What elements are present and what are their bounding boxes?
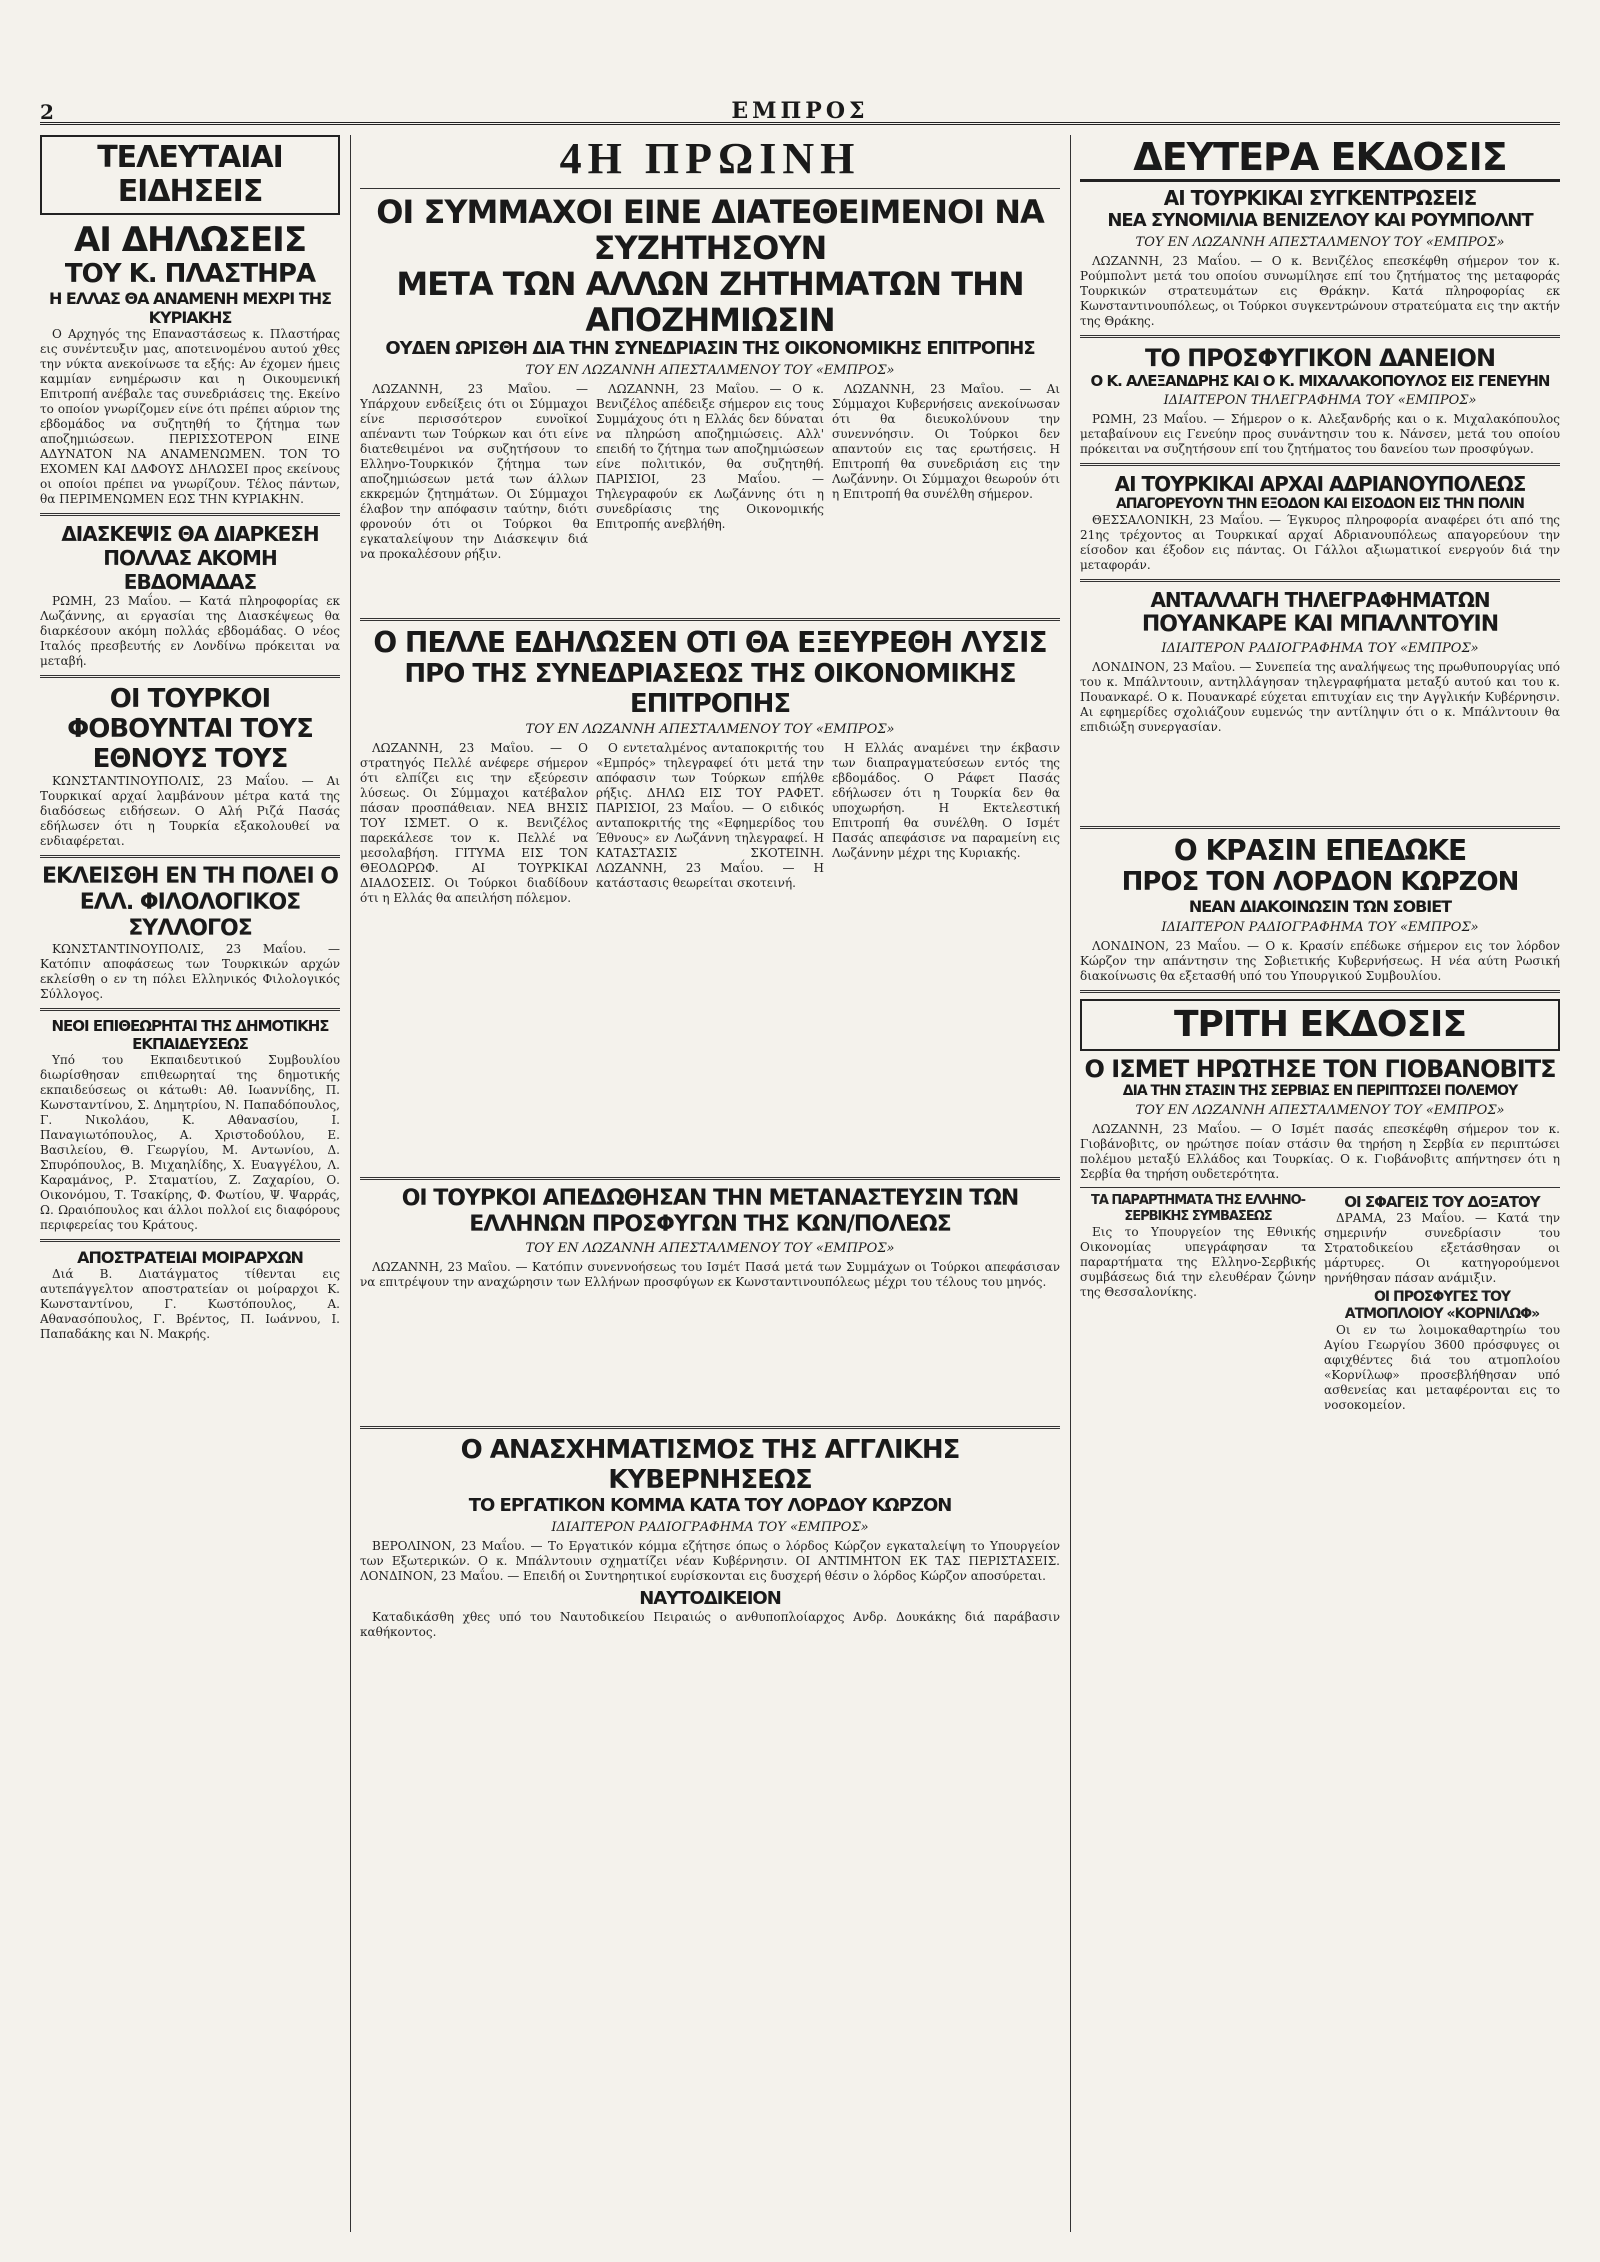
left-headline-5: ΟΙ ΤΟΥΡΚΟΙ ΦΟΒΟΥΝΤΑΙ ΤΟΥΣ ΕΘΝΟΥΣ ΤΟΥΣ xyxy=(67,684,313,774)
divider xyxy=(360,188,1060,189)
left-column xyxy=(40,135,340,2232)
right-article-3: ΘΕΣΣΑΛΟΝΙΚΗ, 23 Μαΐου. — Έγκυρος πληροφορία αναφέρει ότι από της 21ης τρέχοντος αι Τουρκικαί αρχαί Αδριανουπόλεως απαγορεύουν την είσοδον και έξοδον εις πάντας. Οι Γάλλοι αξιωματικοί ενεργούν διά την μεταφοράν. xyxy=(1080,513,1560,572)
divider xyxy=(40,513,340,516)
left-article-4: ΚΩΝΣΤΑΝΤΙΝΟΥΠΟΛΙΣ, 23 Μαΐου. — Κατόπιν αποφάσεως των Τουρκικών αρχών εκλείσθη ο εν τη πόλει Ελληνικός Φιλολογικός Σύλλογος. xyxy=(40,942,340,1001)
left-article-1: Ο Αρχηγός της Επαναστάσεως κ. Πλαστήρας εις συνέντευξιν μας, αποτεινομένου αυτού χθες την νύκτα ανεκοίνωσε τα εξής: Αν έχομεν ήμεις καμμίαν ενημέρωσιν και η Οικουμενική Επιτροπή ανέβαλε τας συνεδριάσεις της. Εκείνο το οποίον γνωρίζομεν είνε ότι πρέπει αύριον της εβδομάδος να συζητηθή το ζήτημα των αποζημιώσεων. ΠΕΡΙΣΣΟΤΕΡΟΝ ΕΙΝΕ ΑΔΥΝΑΤΟΝ ΝΑ ΑΝΑΜΕΝΩΜΕΝ. ΤΟΝ ΤΟ ΕΧΟΜΕΝ ΚΑΙ ΔΑΦΟΥΣ ΔΗΛΩΣΕΙ προς εκείνους οι οποίοι πρέπει να γνωρίζουν. Τέλος πάντων, θα ΠΕΡΙΜΕΝΩΜΕΝ ΕΩΣ ΤΗΝ ΚΥΡΙΑΚΗΝ. xyxy=(40,327,340,506)
right-headline-2: ΝΕΑ ΣΥΝΟΜΙΛΙΑ ΒΕΝΙΖΕΛΟΥ ΚΑΙ ΡΟΥΜΠΟΛΝΤ xyxy=(1107,210,1533,231)
divider xyxy=(1080,1187,1560,1188)
left-article-2: ΡΩΜΗ, 23 Μαΐου. — Κατά πληροφορίας εκ Λωζάννης, αι εργασίαι της Διασκέψεως θα διαρκέσουν ακόμη πολλάς εβδομάδας. Ο νέος Ιταλός πρεσβευτής εν Λονδίνω πρόκειται να μεταβή. xyxy=(40,594,340,668)
center-article-3: ΛΩΖΑΝΝΗ, 23 Μαΐου. — Κατόπιν συνεννοήσεως του Ισμέτ Πασά μετά των Συμμάχων οι Τούρκοι απεφάσισαν να επιτρέψουν την αναχώρησιν των Ελλήνων προσφύγων εκ Κωνσταντινουπόλεως μέχρι του τέλους του μηνός. xyxy=(360,1260,1060,1289)
left-headline-1: ΑΙ ΔΗΛΩΣΕΙΣ xyxy=(73,220,307,260)
divider xyxy=(40,675,340,678)
center-byline-4: ΙΔΙΑΙΤΕΡΟΝ ΡΑΔΙΟΓΡΑΦΗΜΑ ΤΟΥ «ΕΜΠΡΟΣ» xyxy=(551,1520,869,1535)
center-headline-3: ΟΥΔΕΝ ΩΡΙΣΘΗ ΔΙΑ ΤΗΝ ΣΥΝΕΔΡΙΑΣΙΝ ΤΗΣ ΟΙΚΟΝΟΜΙΚΗΣ ΕΠΙΤΡΟΠΗΣ xyxy=(385,338,1035,359)
left-headline-2: ΤΟΥ Κ. ΠΛΑΣΤΗΡΑ xyxy=(64,259,316,289)
divider xyxy=(1080,579,1560,582)
right-headline-7: ΑΝΤΑΛΛΑΓΗ ΤΗΛΕΓΡΑΦΗΜΑΤΩΝ xyxy=(1150,588,1490,612)
right-headline-16: ΟΙ ΠΡΟΣΦΥΓΕΣ ΤΟΥ ΑΤΜΟΠΛΟΙΟΥ «ΚΟΡΝΙΛΩΦ» xyxy=(1344,1289,1540,1322)
right-section-title-2: ΤΡΙΤΗ ΕΚΔΟΣΙΣ xyxy=(1080,999,1560,1051)
right-headline-6: ΑΠΑΓΟΡΕΥΟΥΝ ΤΗΝ ΕΞΟΔΟΝ ΚΑΙ ΕΙΣΟΔΟΝ ΕΙΣ ΤΗΝ ΠΟΛΙΝ xyxy=(1115,496,1525,512)
masthead xyxy=(40,100,1560,125)
left-headline-6: ΕΚΛΕΙΣΘΗ ΕΝ ΤΗ ΠΟΛΕΙ Ο ΕΛΛ. ΦΙΛΟΛΟΓΙΚΟΣ ΣΥΛΛΟΓΟΣ xyxy=(41,864,338,941)
center-headline-5: ΠΡΟ ΤΗΣ ΣΥΝΕΔΡΙΑΣΕΩΣ ΤΗΣ ΟΙΚΟΝΟΜΙΚΗΣ ΕΠΙΤΡΟΠΗΣ xyxy=(404,659,1016,719)
page-number: 2 xyxy=(40,100,54,124)
right-byline-5: ΤΟΥ ΕΝ ΛΩΖΑΝΝΗ ΑΠΕΣΤΑΛΜΕΝΟΥ ΤΟΥ «ΕΜΠΡΟΣ» xyxy=(1135,1103,1505,1118)
center-headline-9: ΝΑΥΤΟΔΙΚΕΙΟΝ xyxy=(639,1588,781,1609)
right-headline-11: ΝΕΑΝ ΔΙΑΚΟΙΝΩΣΙΝ ΤΩΝ ΣΟΒΙΕΤ xyxy=(1188,897,1452,916)
center-headline-6: ΟΙ ΤΟΥΡΚΟΙ ΑΠΕΔΩΘΗΣΑΝ ΤΗΝ ΜΕΤΑΝΑΣΤΕΥΣΙΝ ΤΩΝ ΕΛΛΗΝΩΝ ΠΡΟΣΦΥΓΩΝ ΤΗΣ ΚΩΝ/ΠΟΛΕΩΣ xyxy=(401,1186,1019,1237)
right-headline-12: Ο ΙΣΜΕΤ ΗΡΩΤΗΣΕ ΤΟΝ ΓΙΟΒΑΝΟΒΙΤΣ xyxy=(1084,1055,1556,1083)
left-article-6: Διά Β. Διατάγματος τίθενται εις αυτεπάγγελτον αποστρατείαν οι μοίραρχοι Κ. Κωνσταντίνου, Γ. Κωστόπουλος, Α. Αθανασόπουλος, Γ. Βρέντος, Π. Ιωάννου, Ι. Παπαδάκης και Ν. Μακρής. xyxy=(40,1267,340,1341)
left-article-5: Υπό του Εκπαιδευτικού Συμβουλίου διωρίσθησαν επιθεωρηταί της δημοτικής εκπαιδεύσεως οι κάτωθι: Αθ. Ιωαννίδης, Π. Κωνσταντίνου, Σ. Δημητρίου, Ν. Παπαδόπουλος, Γ. Νικολάου, Κ. Αθανασίου, Ι. Παναγιωτόπουλος, Α. Χριστοδούλου, Ε. Βασιλείου, Θ. Γεωργίου, Μ. Αντωνίου, Δ. Σπυρόπουλος, Β. Μιχαηλίδης, Χ. Ευαγγέλου, Λ. Καραμάνος, Ρ. Σταματίου, Ζ. Ζαχαρίου, Ο. Οικονόμου, Τ. Τσακίρης, Φ. Φωτίου, Ψ. Ψαρράς, Ω. Ωραιόπουλος και άλλοι πολλοί εις διαφόρους περιφερείας του Κράτους. xyxy=(40,1053,340,1232)
center-byline-1: ΤΟΥ ΕΝ ΛΩΖΑΝΝΗ ΑΠΕΣΤΑΛΜΕΝΟΥ ΤΟΥ «ΕΜΠΡΟΣ» xyxy=(525,363,895,378)
right-article-2: ΡΩΜΗ, 23 Μαΐου. — Σήμερον ο κ. Αλεξανδρής και ο κ. Μιχαλακόπουλος μεταβαίνουν εις Γενεύην προς συνάντησιν του κ. Νάνσεν, μετά του οποίου πρόκειται να συζητήσουν επί του ζητήματος του δανείου των προσφύγων. xyxy=(1080,412,1560,456)
right-headline-13: ΔΙΑ ΤΗΝ ΣΤΑΣΙΝ ΤΗΣ ΣΕΡΒΙΑΣ ΕΝ ΠΕΡΙΠΤΩΣΕΙ ΠΟΛΕΜΟΥ xyxy=(1122,1083,1518,1099)
center-section-title: 4Η ΠΡΩΙΝΗ xyxy=(559,135,861,183)
divider xyxy=(40,855,340,858)
divider xyxy=(1080,990,1560,993)
center-headline-1: ΟΙ ΣΥΜΜΑΧΟΙ ΕΙΝΕ ΔΙΑΤΕΘΕΙΜΕΝΟΙ ΝΑ ΣΥΖΗΤΗΣΟΥΝ xyxy=(376,193,1044,267)
left-article-3: ΚΩΝΣΤΑΝΤΙΝΟΥΠΟΛΙΣ, 23 Μαΐου. — Αι Τουρκικαί αρχαί λαμβάνουν μέτρα κατά της διαδόσεως ειδήσεων. Ο Αλή Ριζά Πασάς εδήλωσεν ότι η Τουρκία εξακολουθεί να ενδιαφέρεται. xyxy=(40,774,340,848)
center-headline-7: Ο ΑΝΑΣΧΗΜΑΤΙΣΜΟΣ ΤΗΣ ΑΓΓΛΙΚΗΣ ΚΥΒΕΡΝΗΣΕΩΣ xyxy=(460,1435,960,1495)
right-article-8: ΔΡΑΜΑ, 23 Μαΐου. — Κατά την σημερινήν συνεδρίασιν του Στρατοδικείου εξετάσθησαν οι μάρτυρες. Οι κατηγορούμενοι ηρνήθησαν πάσαν ανάμιξιν. xyxy=(1324,1211,1560,1285)
divider xyxy=(360,1177,1060,1180)
right-article-7: Εις το Υπουργείον της Εθνικής Οικονομίας υπεγράφησαν τα παραρτήματα της Ελληνο-Σερβικής συμβάσεως διά την ελευθέραν ζώνην της Θεσσαλονίκης. xyxy=(1080,1225,1316,1299)
right-headline-3: ΤΟ ΠΡΟΣΦΥΓΙΚΟΝ ΔΑΝΕΙΟΝ xyxy=(1144,344,1496,372)
right-headline-5: ΑΙ ΤΟΥΡΚΙΚΑΙ ΑΡΧΑΙ ΑΔΡΙΑΝΟΥΠΟΛΕΩΣ xyxy=(1114,472,1526,496)
left-headline-3: Η ΕΛΛΑΣ ΘΑ ΑΝΑΜΕΝΗ ΜΕΧΡΙ ΤΗΣ ΚΥΡΙΑΚΗΣ xyxy=(48,289,332,327)
right-byline-1: ΤΟΥ ΕΝ ΛΩΖΑΝΝΗ ΑΠΕΣΤΑΛΜΕΝΟΥ ΤΟΥ «ΕΜΠΡΟΣ» xyxy=(1135,235,1505,250)
right-section-title: ΔΕΥΤΕΡΑ ΕΚΔΟΣΙΣ xyxy=(1080,135,1560,182)
divider xyxy=(1080,826,1560,829)
left-headline-8: ΑΠΟΣΤΡΑΤΕΙΑΙ ΜΟΙΡΑΡΧΩΝ xyxy=(77,1248,303,1267)
right-article-4: ΛΟΝΔΙΝΟΝ, 23 Μαΐου. — Συνεπεία της αναλήψεως της πρωθυπουργίας υπό του κ. Μπάλντουιν, αντηλλάγησαν τηλεγραφήματα μεταξύ αυτού και του κ. Πουανκαρέ. Ο κ. Πουανκαρέ εύχεται επιτυχίαν εις την Αγγλικήν Κυβέρνησιν. Αι εφημερίδες σχολιάζουν ευμενώς την αντίληψιν ότι ο κ. Μπάλντουιν θα επιδιώξη συνεργασίαν. xyxy=(1080,660,1560,734)
divider xyxy=(1080,463,1560,466)
divider xyxy=(360,618,1060,621)
right-byline-3: ΙΔΙΑΙΤΕΡΟΝ ΡΑΔΙΟΓΡΑΦΗΜΑ ΤΟΥ «ΕΜΠΡΟΣ» xyxy=(1161,641,1479,656)
right-headline-1: ΑΙ ΤΟΥΡΚΙΚΑΙ ΣΥΓΚΕΝΤΡΩΣΕΙΣ xyxy=(1163,186,1477,210)
center-column xyxy=(360,135,1060,2232)
right-headline-4: Ο Κ. ΑΛΕΞΑΝΔΡΗΣ ΚΑΙ Ο Κ. ΜΙΧΑΛΑΚΟΠΟΥΛΟΣ ΕΙΣ ΓΕΝΕΥΗΝ xyxy=(1090,372,1550,390)
right-headline-14: ΤΑ ΠΑΡΑΡΤΗΜΑΤΑ ΤΗΣ ΕΛΛΗΝΟ-ΣΕΡΒΙΚΗΣ ΣΥΜΒΑΣΕΩΣ xyxy=(1090,1193,1306,1224)
column-rule xyxy=(1070,135,1071,2232)
center-article-2: ΛΩΖΑΝΝΗ, 23 Μαΐου. — Ο στρατηγός Πελλέ ανέφερε σήμερον ότι ελπίζει εις την εξεύρεσιν λύσεως. Οι Σύμμαχοι κατέβαλον πάσαν προσπάθειαν. ΝΕΑ ΒΗΣΙΣ ΤΟΥ ΙΣΜΕΤ. Ο κ. Βενιζέλος παρεκάλεσε τον κ. Πελλέ να μεσολαβήση. ΓΙΤΥΜΑ ΕΙΣ ΤΟΝ ΘΕΟΔΩΡΩΦ. ΑΙ ΤΟΥΡΚΙΚΑΙ ΔΙΑΔΟΣΕΙΣ. Οι Τούρκοι διαδίδουν ότι η Ελλάς θα απειλήση πόλεμον. Ο εντεταλμένος ανταποκριτής του «Εμπρός» τηλεγραφεί ότι μετά την απόφασιν των Τούρκων επήλθε ρήξις. ΔΗΛΩ ΕΙΣ ΤΟΥ ΡΑΦΕΤ. ΠΑΡΙΣΙΟΙ, 23 Μαΐου. — Ο ειδικός ανταποκριτής της «Εφημερίδος του Έθνους» εν Λωζάννη τηλεγραφεί. Η ΚΑΤΑΣΤΑΣΙΣ ΣΚΟΤΕΙΝΗ. ΛΩΖΑΝΝΗ, 23 Μαΐου. — Η κατάστασις θεωρείται σκοτεινή. Η Ελλάς αναμένει την έκβασιν των διαπραγματεύσεων εντός της εβδομάδος. Ο Ράφετ Πασάς εδήλωσεν ότι η Τουρκία δεν θα υποχωρήση. Η Εκτελεστική Επιτροπή θα συνέλθη. Ο Ισμέτ Πασάς απεφάσισε να παραμείνη εις Λωζάννην μέχρι της Κυριακής. xyxy=(360,741,1060,905)
right-column xyxy=(1080,135,1560,2232)
right-headline-9: Ο ΚΡΑΣΙΝ ΕΠΕΔΩΚΕ xyxy=(1173,834,1467,867)
right-headline-10: ΠΡΟΣ ΤΟΝ ΛΟΡΔΟΝ ΚΩΡΖΟΝ xyxy=(1121,867,1519,897)
column-rule xyxy=(350,135,351,2232)
divider xyxy=(40,1008,340,1011)
right-article-6: ΛΩΖΑΝΝΗ, 23 Μαΐου. — Ο Ισμέτ πασάς επεσκέφθη σήμερον τον κ. Γιοβάνοβιτς, ον ηρώτησε ποίαν στάσιν θα τηρήση η Σερβία εν περιπτώσει πολέμου μεταξύ Ελλάδος και Τουρκίας. Ο κ. Γιοβάνοβιτς απήντησεν ότι η Σερβία θα τηρήση ουδετερότητα. xyxy=(1080,1122,1560,1181)
divider xyxy=(40,1239,340,1242)
center-article-4: ΒΕΡΟΛΙΝΟΝ, 23 Μαΐου. — Το Εργατικόν κόμμα εζήτησε όπως ο λόρδος Κώρζον εγκαταλείψη το Υπουργείον των Εξωτερικών. Ο κ. Μπάλντουιν σχηματίζει νέαν Κυβέρνησιν. ΟΙ ΑΝΤΙΜΗΤΟΝ ΕΚ ΤΑΣ ΠΕΡΙΣΤΑΣΕΙΣ. ΛΟΝΔΙΝΟΝ, 23 Μαΐου. — Επειδή οι Συντηρητικοί ευρίσκονται εις δυσχερή θέσιν ο λόρδος Κώρζον αποσύρεται. xyxy=(360,1539,1060,1583)
newspaper-title: ΕΜΠΡΟΣ xyxy=(731,98,869,124)
divider xyxy=(360,1426,1060,1429)
left-headline-7: ΝΕΟΙ ΕΠΙΘΕΩΡΗΤΑΙ ΤΗΣ ΔΗΜΟΤΙΚΗΣ ΕΚΠΑΙΔΕΥΣΕΩΣ xyxy=(51,1017,329,1053)
divider xyxy=(1080,335,1560,338)
right-headline-15: ΟΙ ΣΦΑΓΕΙΣ ΤΟΥ ΔΟΞΑΤΟΥ xyxy=(1344,1193,1540,1211)
right-article-1: ΛΩΖΑΝΝΗ, 23 Μαΐου. — Ο κ. Βενιζέλος επεσκέφθη σήμερον τον κ. Ρούμπολντ μετά του οποίου συνωμίλησε επί του ζητήματος της μεταφοράς Τουρκικών στρατευμάτων εις Θράκην. Κατά πληροφορίας εκ Κωνσταντινουπόλεως, οι Τούρκοι συγκεντρώνουν στρατεύματα εις την ακτήν της Θράκης. xyxy=(1080,254,1560,328)
center-byline-3: ΤΟΥ ΕΝ ΛΩΖΑΝΝΗ ΑΠΕΣΤΑΛΜΕΝΟΥ ΤΟΥ «ΕΜΠΡΟΣ» xyxy=(525,1241,895,1256)
center-article-1: ΛΩΖΑΝΝΗ, 23 Μαΐου. — Υπάρχουν ενδείξεις ότι οι Σύμμαχοι είνε περισσότερον ευνοϊκοί απέναντι των Τούρκων και ότι είνε διατεθειμένοι να συζητήσουν το Ελληνο-Τουρκικόν ζήτημα των αποζημιώσεων μετά των άλλων εκκρεμών ζητημάτων. Οι Σύμμαχοι έλαβον την απόφασιν ταύτην, διότι φρονούν ότι οι Τούρκοι θα εγκαταλείψουν την Διάσκεψιν διά να προκαλέσουν ρήξιν. ΛΩΖΑΝΝΗ, 23 Μαΐου. — Ο κ. Βενιζέλος απέδειξε σήμερον εις τους Συμμάχους ότι η Ελλάς δεν δύναται να πληρώση αποζημιώσεις. Αλλ' επειδή το ζήτημα των αποζημιώσεων είνε πολιτικόν, θα συζητηθή. ΠΑΡΙΣΙΟΙ, 23 Μαΐου. — Τηλεγραφούν εκ Λωζάννης ότι η συνεδρίασις της Οικονομικής Επιτροπής ανεβλήθη. ΛΩΖΑΝΝΗ, 23 Μαΐου. — Αι Σύμμαχοι Κυβερνήσεις ανεκοίνωσαν ότι θα διευκολύνουν την συνεννόησιν. Οι Τούρκοι δεν απαντούν εις τας ερωτήσεις. Η Επιτροπή θα συνεδριάση εις την Λωζάννην. Οι Σύμμαχοι θεωρούν ότι η Επιτροπή θα συνέλθη σήμερον. xyxy=(360,382,1060,561)
center-byline-2: ΤΟΥ ΕΝ ΛΩΖΑΝΝΗ ΑΠΕΣΤΑΛΜΕΝΟΥ ΤΟΥ «ΕΜΠΡΟΣ» xyxy=(525,722,895,737)
center-article-5: Καταδικάσθη χθες υπό του Ναυτοδικείου Πειραιώς ο ανθυποπλοίαρχος Ανδρ. Δουκάκης διά παράβασιν καθήκοντος. xyxy=(360,1610,1060,1639)
left-section-title: ΤΕΛΕΥΤΑΙΑΙ ΕΙΔΗΣΕΙΣ xyxy=(40,135,340,215)
right-byline-2: ΙΔΙΑΙΤΕΡΟΝ ΤΗΛΕΓΡΑΦΗΜΑ ΤΟΥ «ΕΜΠΡΟΣ» xyxy=(1163,393,1477,408)
center-headline-4: Ο ΠΕΛΛΕ ΕΔΗΛΩΣΕΝ ΟΤΙ ΘΑ ΕΞΕΥΡΕΘΗ ΛΥΣΙΣ xyxy=(373,626,1047,659)
right-bottom-columns xyxy=(1080,1193,1560,1416)
center-headline-8: ΤΟ ΕΡΓΑΤΙΚΟΝ ΚΟΜΜΑ ΚΑΤΑ ΤΟΥ ΛΟΡΔΟΥ ΚΩΡΖΟΝ xyxy=(468,1495,952,1516)
right-article-5: ΛΟΝΔΙΝΟΝ, 23 Μαΐου. — Ο κ. Κρασίν επέδωκε σήμερον εις τον λόρδον Κώρζον την απάντησιν της Σοβιετικής Κυβερνήσεως. Η νέα αύτη Ρωσική διακοίνωσις θα εξετασθή υπό του Υπουργικού Συμβουλίου. xyxy=(1080,939,1560,983)
right-byline-4: ΙΔΙΑΙΤΕΡΟΝ ΡΑΔΙΟΓΡΑΦΗΜΑ ΤΟΥ «ΕΜΠΡΟΣ» xyxy=(1161,920,1479,935)
left-headline-4: ΔΙΑΣΚΕΨΙΣ ΘΑ ΔΙΑΡΚΕΣΗ ΠΟΛΛΑΣ ΑΚΟΜΗ ΕΒΔΟΜΑΔΑΣ xyxy=(61,522,319,594)
center-headline-2: ΜΕΤΑ ΤΩΝ ΑΛΛΩΝ ΖΗΤΗΜΑΤΩΝ ΤΗΝ ΑΠΟΖΗΜΙΩΣΙΝ xyxy=(396,265,1024,339)
right-article-9: Οι εν τω λοιμοκαθαρτηρίω του Αγίου Γεωργίου 3600 πρόσφυγες οι αφιχθέντες διά του ατμοπλοίου «Κορνίλωφ» προσεβλήθησαν υπό ασθενείας και μεταφέρονται εις το νοσοκομείον. xyxy=(1324,1323,1560,1412)
right-headline-8: ΠΟΥΑΝΚΑΡΕ ΚΑΙ ΜΠΑΛΝΤΟΥΙΝ xyxy=(1141,612,1499,637)
